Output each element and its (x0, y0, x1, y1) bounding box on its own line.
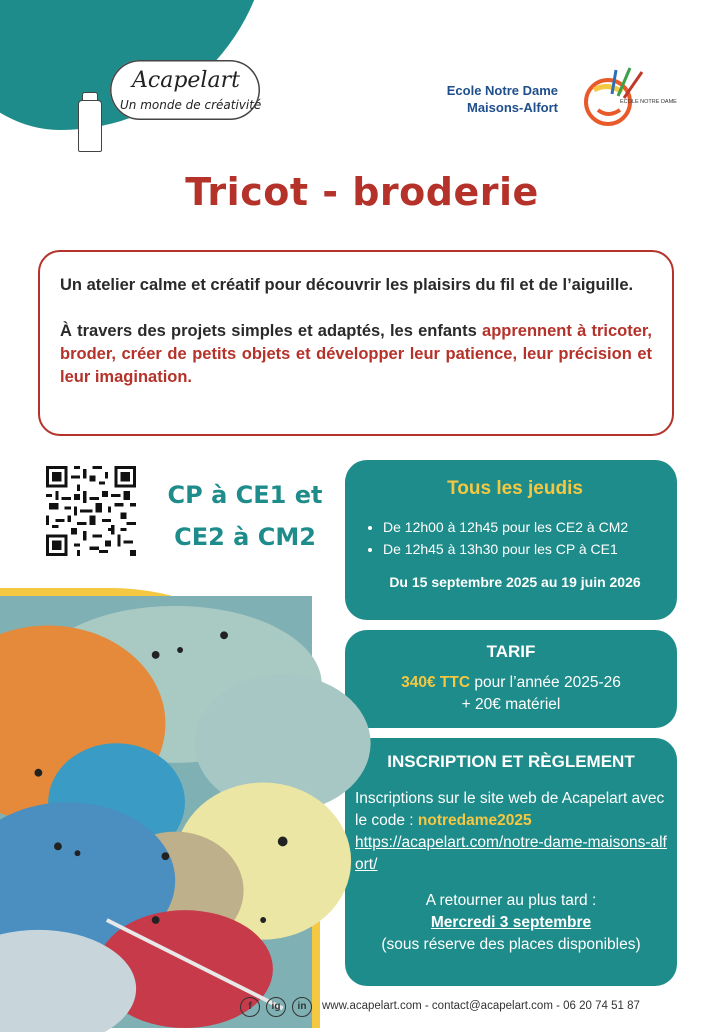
inscription-title: INSCRIPTION ET RÈGLEMENT (387, 752, 635, 771)
schedule-slot: • De 12h00 à 12h45 pour les CE2 à CM2 (383, 516, 663, 538)
schedule-slots (367, 516, 663, 560)
tarif-extra: + 20€ matériel (461, 696, 561, 713)
inscription-link[interactable]: https://acapelart.com/notre-dame-maisons-alfort/ (355, 834, 667, 873)
footer (240, 997, 720, 1019)
inscription-text: Inscriptions sur le site web de Acapelart avec le code : (355, 790, 665, 829)
inscription-deadline-label: A retourner au plus tard : (425, 892, 597, 909)
description-box (38, 250, 674, 436)
school-logo-icon (580, 60, 677, 130)
description-p2-start: À travers des projets simples et adaptés, les enfants (60, 322, 483, 340)
facebook-icon[interactable]: f (240, 997, 260, 1017)
schedule-title: Tous les jeudis (447, 478, 583, 499)
linkedin-icon[interactable]: in (292, 997, 312, 1017)
footer-contact: www.acapelart.com - contact@acapelart.com - 06 20 74 51 87 (322, 1000, 640, 1012)
tarif-panel (345, 630, 677, 728)
inscription-body (355, 788, 667, 956)
inscription-code: notredame2025 (417, 812, 532, 829)
acapelart-logo (70, 50, 270, 160)
class-levels-line2: CE2 à CM2 (174, 523, 316, 551)
spray-can-icon (78, 100, 102, 152)
brand-tagline: Un monde de créativité (120, 98, 262, 112)
inscription-panel (345, 738, 677, 986)
tarif-price: 340€ TTC (401, 674, 471, 691)
school-name (410, 82, 558, 116)
brand-name: Acapelart (132, 68, 240, 93)
school-logo-text: ECOLE NOTRE DAME (620, 99, 677, 105)
inscription-note: (sous réserve des places disponibles) (381, 936, 641, 953)
description-p2-highlight: apprennent à tricoter, broder, créer de petits objets et développer leur patience, leur précision et leur imagination. (60, 322, 652, 386)
schedule-slot: • De 12h45 à 13h30 pour les CP à CE1 (383, 538, 663, 560)
knitting-illustration (0, 596, 312, 1028)
description-paragraph-2 (60, 320, 652, 389)
description-paragraph-1: Un atelier calme et créatif pour découvrir les plaisirs du fil et de l’aiguille. (60, 276, 634, 294)
school-name-line2: Maisons-Alfort (467, 100, 558, 115)
tarif-title: TARIF (486, 642, 536, 661)
tarif-price-suffix: pour l’année 2025-26 (470, 674, 621, 691)
instagram-icon[interactable]: ig (266, 997, 286, 1017)
inscription-deadline: Mercredi 3 septembre (430, 914, 592, 931)
class-levels (160, 474, 330, 558)
school-name-line1: Ecole Notre Dame (446, 83, 558, 98)
qr-code[interactable] (46, 466, 136, 556)
knitting-photo (0, 588, 320, 1028)
schedule-dates: Du 15 septembre 2025 au 19 juin 2026 (389, 574, 641, 590)
schedule-panel (345, 460, 677, 620)
class-levels-line1: CP à CE1 et (167, 481, 323, 509)
page-title: Tricot - broderie (185, 170, 539, 214)
tarif-price-line (355, 672, 667, 694)
